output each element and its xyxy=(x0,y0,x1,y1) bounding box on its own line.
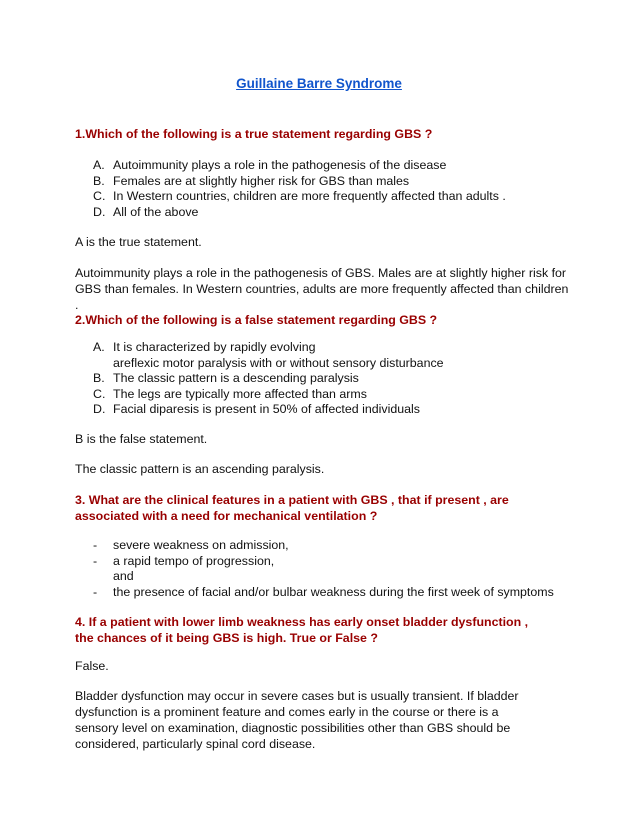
bullet-marker: - xyxy=(93,538,98,552)
option-text: The legs are typically more affected than arms xyxy=(113,386,367,401)
option-marker: D. xyxy=(93,402,106,417)
feature-text: a rapid tempo of progression, xyxy=(113,553,275,568)
answer-1: A is the true statement. xyxy=(75,235,202,249)
feature-item xyxy=(93,538,573,554)
question-1: 1.Which of the following is a true statement regarding GBS ? xyxy=(75,127,433,141)
feature-text: severe weakness on admission, xyxy=(113,538,289,552)
bullet-marker: - xyxy=(93,584,98,599)
explanation-4-part-1: Bladder dysfunction may occur in severe cases but is usually transient. If bladder dysfunction is a prominent feature and comes early in the course or there is a xyxy=(75,689,519,719)
option-text: Autoimmunity plays a role in the pathogenesis of the disease xyxy=(113,158,447,172)
option-text: Females are at slightly higher risk for GBS than males xyxy=(113,173,410,188)
explanation-1: Autoimmunity plays a role in the pathogenesis of GBS. Males are at slightly higher risk for GBS than females. In Western countries, adults are more frequently affected than children . xyxy=(75,266,569,312)
answer-4: False. xyxy=(75,659,109,673)
option-text-continued: areflexic motor paralysis with or without sensory disturbance xyxy=(113,355,444,370)
explanation-4-part-2: sensory level on examination, diagnostic possibilities other than GBS should be considered, particularly spinal cord disease. xyxy=(75,721,511,751)
feature-item xyxy=(93,585,573,601)
question-2-options xyxy=(93,340,573,418)
option-marker: B. xyxy=(93,371,105,386)
document-title[interactable]: Guillaine Barre Syndrome xyxy=(236,76,402,91)
option-b xyxy=(93,174,573,190)
explanation-2: The classic pattern is an ascending paralysis. xyxy=(75,462,325,476)
option-text: It is characterized by rapidly evolving xyxy=(113,340,316,354)
question-1-options xyxy=(93,158,573,220)
option-marker: C. xyxy=(93,386,106,401)
option-marker: B. xyxy=(93,173,105,188)
option-text: Facial diparesis is present in 50% of affected individuals xyxy=(113,402,420,417)
option-d xyxy=(93,402,573,418)
option-c xyxy=(93,387,573,403)
option-marker: A. xyxy=(93,340,105,354)
option-marker: C. xyxy=(93,189,106,204)
question-2: 2.Which of the following is a false statement regarding GBS ? xyxy=(75,313,438,327)
option-a xyxy=(93,158,573,174)
option-text: The classic pattern is a descending paralysis xyxy=(113,371,359,386)
feature-text: the presence of facial and/or bulbar weakness during the first week of symptoms xyxy=(113,584,554,599)
option-d xyxy=(93,205,573,221)
feature-text-continued: and xyxy=(113,569,134,584)
option-marker: D. xyxy=(93,204,106,219)
bullet-marker: - xyxy=(93,553,98,568)
option-a xyxy=(93,340,573,371)
option-b xyxy=(93,371,573,387)
answer-2: B is the false statement. xyxy=(75,432,208,446)
option-text: All of the above xyxy=(113,204,199,219)
option-c xyxy=(93,189,573,205)
option-text: In Western countries, children are more frequently affected than adults . xyxy=(113,189,506,204)
question-4: 4. If a patient with lower limb weakness has early onset bladder dysfunction , the chances of it being GBS is high. True or False ? xyxy=(75,615,529,645)
option-marker: A. xyxy=(93,158,105,172)
question-3-features xyxy=(93,538,573,600)
feature-item xyxy=(93,554,573,585)
question-3: 3. What are the clinical features in a patient with GBS , that if present , are associated with a need for mechanical ventilation ? xyxy=(75,493,509,523)
